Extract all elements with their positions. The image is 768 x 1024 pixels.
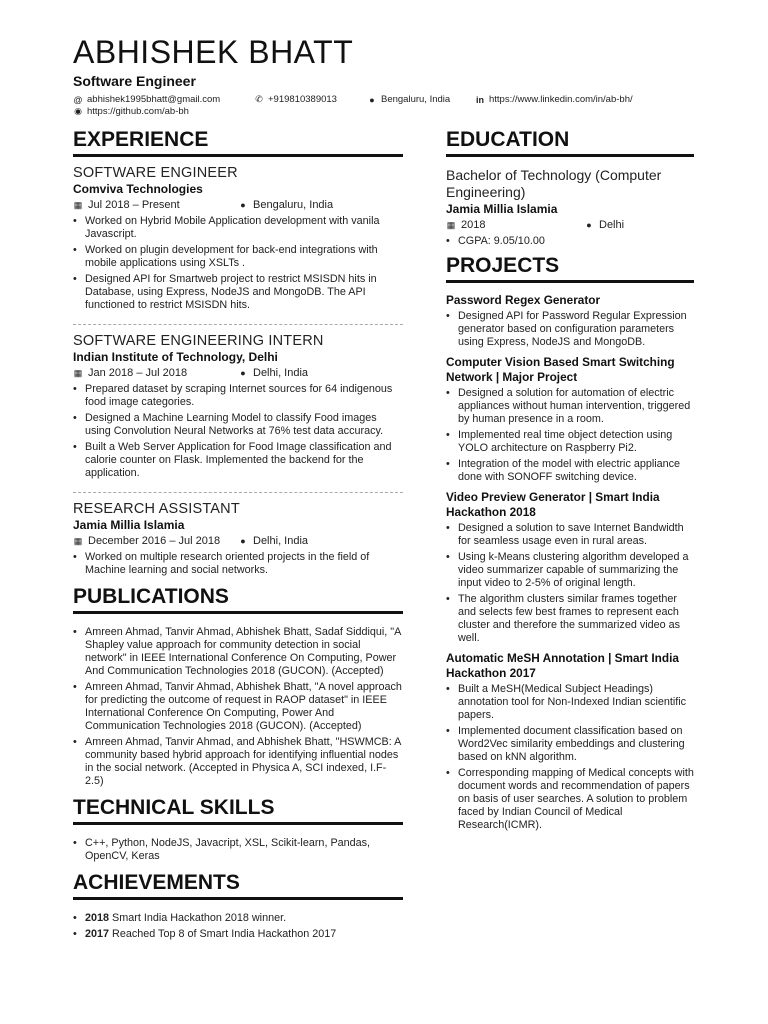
list-item: • Worked on plugin development for back-end integrations with mobile applications using XSLTs . bbox=[73, 244, 403, 270]
list-item: • Worked on multiple research oriented projects in the field of Machine learning and social networks. bbox=[73, 551, 403, 577]
education-meta bbox=[446, 219, 694, 231]
list-item bbox=[73, 928, 403, 941]
education-heading: EDUCATION bbox=[446, 128, 694, 157]
education-bullets bbox=[446, 235, 694, 248]
achievement-text: Smart India Hackathon 2018 winner. bbox=[112, 912, 287, 924]
list-item: • Designed API for Smartweb project to restrict MSISDN hits in Database, using Express, NodeJS and MongoDB. The API functioned to restrict MSISDN hits. bbox=[73, 273, 403, 312]
project-bullets bbox=[446, 387, 694, 484]
map-pin-icon: ● bbox=[586, 220, 592, 230]
job-meta bbox=[73, 199, 403, 211]
at-icon: @ bbox=[73, 94, 83, 105]
github-icon: ◉ bbox=[74, 106, 82, 116]
candidate-name: ABHISHEK BHATT bbox=[73, 34, 354, 70]
map-pin-icon: ● bbox=[240, 368, 246, 378]
job-title: RESEARCH ASSISTANT bbox=[73, 501, 240, 517]
skills-heading: TECHNICAL SKILLS bbox=[73, 796, 403, 825]
job-meta bbox=[73, 535, 403, 547]
education-year: 2018 bbox=[461, 219, 486, 231]
list-item bbox=[73, 912, 403, 925]
contact-linkedin[interactable]: in https://www.linkedin.com/in/ab-bh/ bbox=[476, 94, 633, 105]
job-bullets bbox=[73, 215, 403, 312]
project-bullets bbox=[446, 522, 694, 645]
job-organization: Jamia Millia Islamia bbox=[73, 518, 185, 532]
job-entry bbox=[73, 165, 403, 312]
job-title: SOFTWARE ENGINEER bbox=[73, 165, 238, 181]
project-title: Password Regex Generator bbox=[446, 293, 601, 307]
calendar-icon: ▦ bbox=[73, 535, 83, 546]
list-item: • Designed API for Password Regular Expression generator based on configuration parameters using Express, NodeJS and MongoDB. bbox=[446, 310, 694, 349]
list-item: • Built a MeSH(Medical Subject Headings) annotation tool for Non-Indexed Indian scientific papers. bbox=[446, 683, 694, 722]
contact-email[interactable]: @ abhishek1995bhatt@gmail.com bbox=[73, 94, 221, 105]
job-organization: Indian Institute of Technology, Delhi bbox=[73, 350, 278, 364]
job-bullets bbox=[73, 383, 403, 480]
achievements-list bbox=[73, 912, 403, 941]
experience-heading: EXPERIENCE bbox=[73, 128, 403, 157]
achievement-year: 2018 bbox=[85, 912, 110, 924]
divider bbox=[73, 492, 403, 493]
candidate-role: Software Engineer bbox=[73, 73, 196, 89]
project-bullets bbox=[446, 310, 694, 349]
list-item: • Amreen Ahmad, Tanvir Ahmad, Abhishek Bhatt, Sadaf Siddiqui, "A Shapley value approach for community detection in social network" in IEEE International Conference On Computing, Power And Communication Technologies 2018 (GUCON). (Accepted) bbox=[73, 626, 403, 678]
list-item: • C++, Python, NodeJS, Javacript, XSL, Scikit-learn, Pandas, OpenCV, Keras bbox=[73, 837, 403, 863]
job-meta bbox=[73, 367, 403, 379]
list-item: • Designed a Machine Learning Model to classify Food images using Convolution Neural Networks at 76% test data accuracy. bbox=[73, 412, 403, 438]
job-organization: Comviva Technologies bbox=[73, 182, 203, 196]
list-item: • Prepared dataset by scraping Internet sources for 64 indigenous food image categories. bbox=[73, 383, 403, 409]
calendar-icon: ▦ bbox=[73, 367, 83, 378]
list-item: • Implemented real time object detection using YOLO architecture on Raspberry Pi2. bbox=[446, 429, 694, 455]
publications-heading: PUBLICATIONS bbox=[73, 585, 403, 614]
left-column bbox=[73, 128, 403, 944]
education-location: Delhi bbox=[599, 219, 625, 231]
achievements-heading: ACHIEVEMENTS bbox=[73, 871, 403, 900]
list-item: • Integration of the model with electric appliance done with SONOFF switching device. bbox=[446, 458, 694, 484]
right-column bbox=[446, 128, 694, 835]
list-item: • Designed a solution for automation of electric appliances without human intervention, triggered by human presence in a room. bbox=[446, 387, 694, 426]
linkedin-icon: in bbox=[476, 94, 484, 105]
calendar-icon: ▦ bbox=[446, 219, 456, 230]
job-date: December 2016 – Jul 2018 bbox=[88, 535, 221, 547]
project-bullets bbox=[446, 683, 694, 832]
projects-heading: PROJECTS bbox=[446, 254, 694, 283]
job-location: Bengaluru, India bbox=[253, 199, 334, 211]
skills-list bbox=[73, 837, 403, 863]
list-item: • Implemented document classification based on Word2Vec similarity embeddings and clustering based on kNN algorithm. bbox=[446, 725, 694, 764]
calendar-icon: ▦ bbox=[73, 199, 83, 210]
list-item: • Amreen Ahmad, Tanvir Ahmad, and Abhishek Bhatt, "HSWMCB: A community based hybrid approach for identifying influential nodes in the social network. (Accepted in Physica A, SCI indexed, I.F-2.5) bbox=[73, 736, 403, 788]
phone-icon: ✆ bbox=[255, 94, 263, 104]
list-item: • Corresponding mapping of Medical concepts with document words and recommendation of papers on basis of user searches. A solution to problem faced by Indian Council of Medical Research(ICMR). bbox=[446, 767, 694, 832]
education-school: Jamia Millia Islamia bbox=[446, 202, 558, 216]
project-title: Computer Vision Based Smart Switching Network | Major Project bbox=[446, 355, 675, 384]
project-title: Automatic MeSH Annotation | Smart India Hackathon 2017 bbox=[446, 651, 679, 680]
achievement-year: 2017 bbox=[85, 928, 110, 940]
job-location: Delhi, India bbox=[253, 535, 309, 547]
job-date: Jan 2018 – Jul 2018 bbox=[88, 367, 188, 379]
list-item: • Designed a solution to save Internet Bandwidth for seamless usage even in rural areas. bbox=[446, 522, 694, 548]
project-title: Video Preview Generator | Smart India Hackathon 2018 bbox=[446, 490, 660, 519]
divider bbox=[73, 324, 403, 325]
achievement-text: Reached Top 8 of Smart India Hackathon 2017 bbox=[112, 928, 337, 940]
contact-phone: ✆ +919810389013 bbox=[255, 94, 337, 105]
job-bullets bbox=[73, 551, 403, 577]
contact-github[interactable]: ◉ https://github.com/ab-bh bbox=[74, 106, 189, 117]
job-date: Jul 2018 – Present bbox=[88, 199, 180, 211]
map-pin-icon: ● bbox=[240, 536, 246, 546]
job-location: Delhi, India bbox=[253, 367, 309, 379]
list-item: • The algorithm clusters similar frames together and selects few best frames to represent each cluster and therefore the summarized video as well. bbox=[446, 593, 694, 645]
map-pin-icon: ● bbox=[240, 200, 246, 210]
list-item: • Built a Web Server Application for Food Image classification and calorie counter on Flask. Implemented the backend for the application. bbox=[73, 441, 403, 480]
contact-location: ● Bengaluru, India bbox=[367, 94, 450, 105]
publications-list bbox=[73, 626, 403, 788]
job-entry bbox=[73, 333, 403, 480]
list-item: • Worked on Hybrid Mobile Application development with vanila Javascript. bbox=[73, 215, 403, 241]
job-title: SOFTWARE ENGINEERING INTERN bbox=[73, 333, 324, 349]
list-item: • Amreen Ahmad, Tanvir Ahmad, Abhishek Bhatt, "A novel approach for predicting the outcome of request in RAOP dataset" in IEEE International Conference On Computing, Power And Communication Technologies 2018 (GUCON). (Accepted) bbox=[73, 681, 403, 733]
map-pin-icon: ● bbox=[369, 94, 375, 105]
list-item: • CGPA: 9.05/10.00 bbox=[446, 235, 694, 248]
education-degree: Bachelor of Technology (Computer Engineering) bbox=[446, 167, 662, 200]
list-item: • Using k-Means clustering algorithm developed a video summarizer capable of summarizing the input video to 2-5% of original length. bbox=[446, 551, 694, 590]
job-entry bbox=[73, 501, 403, 577]
